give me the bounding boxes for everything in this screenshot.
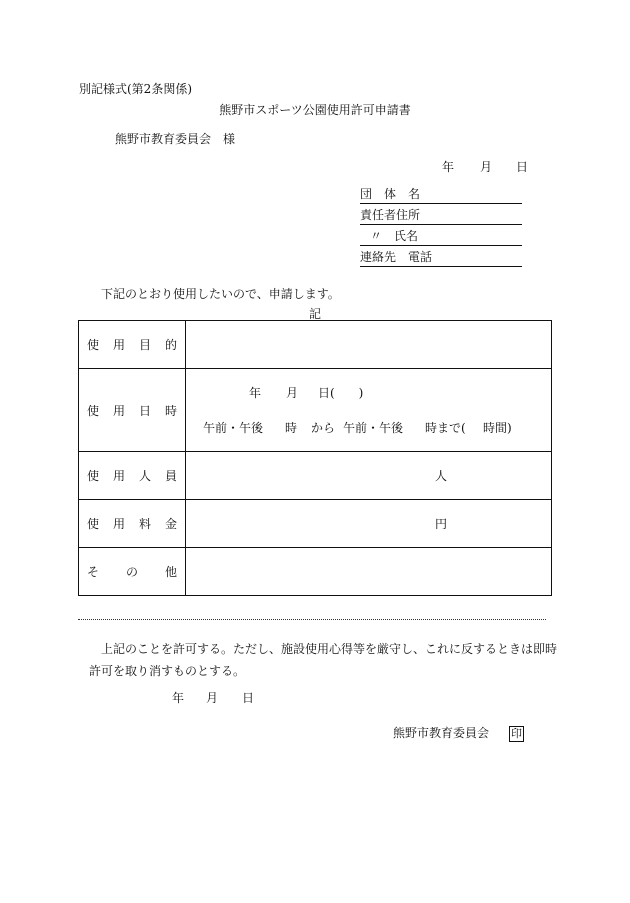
form-label: 別記様式(第2条関係) <box>79 82 192 96</box>
contact-phone-field[interactable] <box>360 248 522 267</box>
table-row-other <box>79 548 552 596</box>
fee-cell[interactable] <box>186 500 552 548</box>
purpose-label <box>79 321 186 369</box>
label-char: 使 <box>87 469 100 483</box>
start-hour: 時 <box>285 421 298 435</box>
use-date-line <box>249 384 363 401</box>
label-char: 目 <box>138 338 151 352</box>
date-month: 月 <box>480 160 493 174</box>
approval-date <box>172 689 254 706</box>
approval-month: 月 <box>206 691 219 705</box>
table-row-purpose <box>79 321 552 369</box>
addressee: 熊野市教育委員会 様 <box>115 132 236 146</box>
board-name: 熊野市教育委員会 <box>393 726 490 740</box>
other-label <box>79 548 186 596</box>
label-char: 日 <box>138 403 151 418</box>
label-char: の <box>125 565 138 579</box>
duration-hours: 時間) <box>483 421 512 435</box>
people-cell[interactable] <box>186 452 552 500</box>
group-name-field[interactable] <box>360 185 522 204</box>
responsible-address-label: 責任者住所 <box>360 208 421 222</box>
group-name-label: 団 体 名 <box>360 187 421 201</box>
datetime-cell[interactable] <box>186 369 552 452</box>
table-row-fee <box>79 500 552 548</box>
label-char: 他 <box>164 565 177 579</box>
label-char: 用 <box>112 403 125 418</box>
permit-text-line-2: 許可を取り消すものとする。 <box>89 664 246 678</box>
people-unit: 人 <box>435 469 448 483</box>
label-char: 員 <box>164 469 177 483</box>
end-hour: 時まで( <box>425 421 466 435</box>
seal-stamp-icon: 印 <box>511 726 523 740</box>
purpose-cell[interactable] <box>186 321 552 369</box>
use-date-day: 日( ) <box>318 386 364 400</box>
label-char: 用 <box>112 517 125 531</box>
page-title: 熊野市スポーツ公園使用許可申請書 <box>219 103 411 117</box>
label-char: 料 <box>138 517 151 531</box>
use-date-year: 年 <box>249 386 262 400</box>
date-day: 日 <box>516 160 529 174</box>
start-ampm: 午前・午後 <box>203 421 264 435</box>
datetime-label <box>79 369 186 452</box>
ki-heading: 記 <box>308 307 321 321</box>
people-label <box>79 452 186 500</box>
label-char: 用 <box>112 469 125 483</box>
table-row-datetime <box>79 369 552 452</box>
date-year: 年 <box>442 160 455 174</box>
label-char: 使 <box>87 517 100 531</box>
responsible-name-label: 〃 氏名 <box>370 229 419 243</box>
label-char: そ <box>87 565 100 579</box>
label-char: 使 <box>87 403 100 418</box>
application-table <box>78 320 552 596</box>
table-row-people <box>79 452 552 500</box>
label-char: 人 <box>138 469 151 483</box>
use-time-line <box>203 419 512 436</box>
application-date <box>442 158 528 175</box>
fee-label <box>79 500 186 548</box>
responsible-address-field[interactable] <box>360 206 522 225</box>
responsible-name-field[interactable] <box>360 227 522 246</box>
label-char: 時 <box>164 403 177 418</box>
end-ampm: 午前・午後 <box>343 421 404 435</box>
use-date-month: 月 <box>286 386 299 400</box>
board-signature <box>393 724 524 742</box>
other-cell[interactable] <box>186 548 552 596</box>
label-char: 的 <box>164 338 177 352</box>
lead-sentence: 下記のとおり使用したいので、申請します。 <box>101 287 340 301</box>
label-char: 使 <box>87 338 100 352</box>
label-char: 金 <box>164 517 177 531</box>
dotted-separator <box>78 619 546 620</box>
label-char: 用 <box>112 338 125 352</box>
contact-phone-label: 連絡先 電話 <box>360 250 433 264</box>
approval-year: 年 <box>172 691 185 705</box>
fee-unit: 円 <box>435 517 448 531</box>
approval-day: 日 <box>242 691 255 705</box>
permit-text-line-1: 上記のことを許可する。ただし、施設使用心得等を厳守し、これに反するときは即時 <box>101 642 558 656</box>
from-text: から <box>311 421 336 435</box>
